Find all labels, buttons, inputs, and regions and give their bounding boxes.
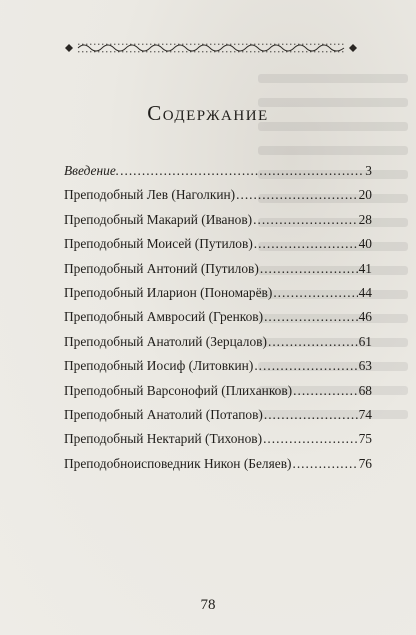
toc-entry-page: 41 [358, 260, 372, 276]
toc-entry-page: 46 [358, 309, 372, 325]
toc-dot-leader [120, 163, 364, 179]
toc-entry [64, 358, 372, 382]
toc-entry-title: Преподобный Анатолий (Потапов) [64, 406, 263, 422]
toc-entry-title: Преподобный Анатолий (Зерцалов) [64, 333, 267, 349]
toc-entry-title: Преподобный Иларион (Пономарёв) [64, 284, 273, 300]
toc-entry-page: 61 [358, 333, 372, 349]
toc-entry-title: Преподобный Лев (Наголкин) [64, 187, 236, 203]
page-title: Содержание [147, 101, 269, 125]
toc-dot-leader [268, 334, 358, 350]
toc-entry-page: 3 [365, 163, 372, 178]
toc-entry [64, 187, 372, 211]
toc-dot-leader [236, 187, 357, 203]
toc-dot-leader [254, 236, 358, 252]
toc-entry-title: Преподобный Макарий (Иванов) [64, 211, 253, 227]
toc-entry-page: 28 [358, 211, 372, 227]
toc-entry [64, 334, 372, 358]
toc-dot-leader [260, 261, 358, 277]
toc-entry [64, 383, 372, 407]
toc-entry-title: Преподобный Варсонофий (Плиханков) [64, 382, 293, 398]
toc-dot-leader [292, 456, 357, 472]
toc-entry [64, 212, 372, 236]
toc-entry-title: Введение. [64, 163, 120, 178]
toc-entry [64, 163, 372, 187]
toc-entry-page: 63 [358, 358, 372, 374]
toc-entry [64, 431, 372, 455]
toc-entry-page: 20 [358, 187, 372, 203]
toc-entry [64, 236, 372, 260]
toc-entry-page: 75 [358, 431, 372, 447]
toc-entry [64, 285, 372, 309]
toc-dot-leader [293, 383, 357, 399]
toc-dot-leader [273, 285, 357, 301]
toc-entry-title: Преподобный Иосиф (Литовкин) [64, 358, 254, 374]
toc-dot-leader [263, 431, 358, 447]
ornament-divider [62, 40, 360, 56]
toc-dot-leader [264, 407, 358, 423]
page-number: 78 [200, 597, 216, 613]
toc-entry-page: 40 [358, 236, 372, 252]
toc-entry-title: Преподобный Антоний (Путилов) [64, 260, 259, 276]
table-of-contents [64, 163, 372, 480]
toc-entry-page: 68 [358, 382, 372, 398]
toc-entry-title: Преподобноисповедник Никон (Беляев) [64, 455, 292, 471]
toc-entry-title: Преподобный Амвросий (Гренков) [64, 309, 264, 325]
toc-entry [64, 407, 372, 431]
toc-entry-page: 44 [358, 284, 372, 300]
toc-entry-title: Преподобный Моисей (Путилов) [64, 236, 253, 252]
toc-entry-title: Преподобный Нектарий (Тихонов) [64, 431, 263, 447]
toc-dot-leader [264, 309, 358, 325]
toc-entry [64, 456, 372, 480]
toc-entry [64, 261, 372, 285]
toc-dot-leader [253, 212, 357, 228]
toc-dot-leader [254, 358, 357, 374]
toc-entry-page: 76 [358, 455, 372, 471]
toc-entry-page: 74 [358, 406, 372, 422]
toc-entry [64, 309, 372, 333]
